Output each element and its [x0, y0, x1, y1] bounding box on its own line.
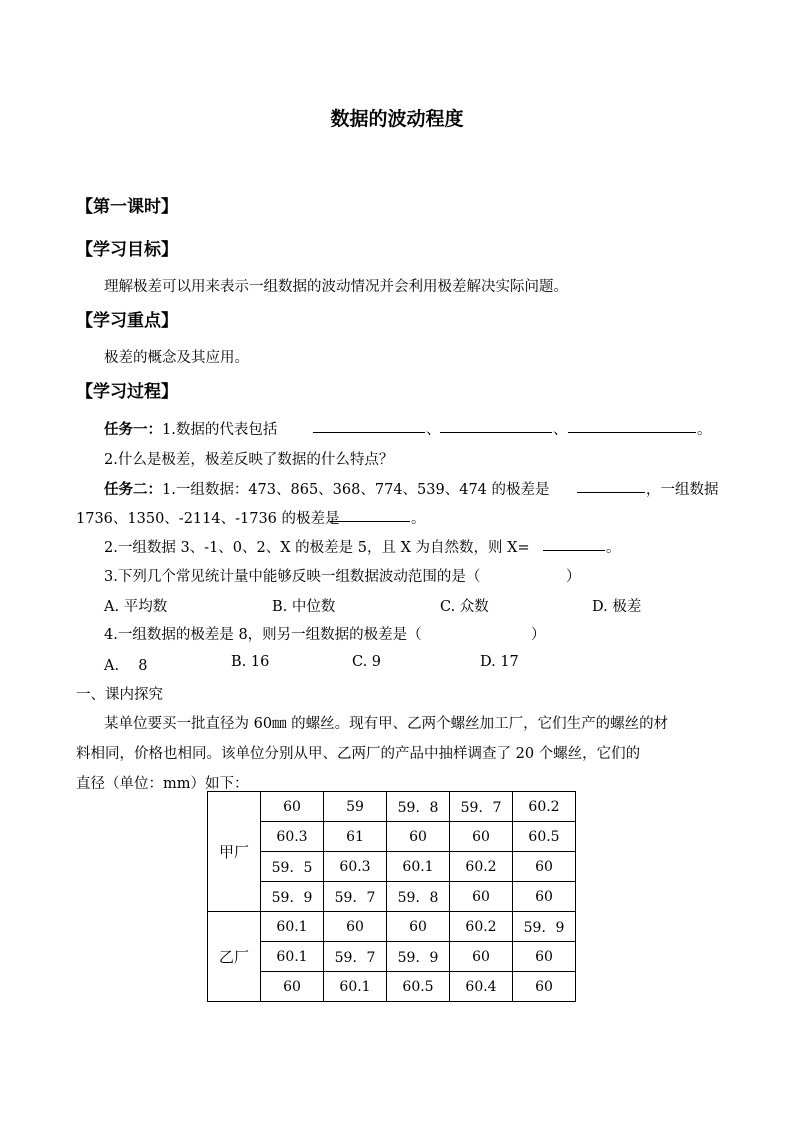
table-cell: 60: [387, 822, 450, 852]
paragraph-line: 料相同，价格也相同。该单位分别从甲、乙两厂的产品中抽样调查了 20 个螺丝，它们的: [76, 746, 641, 762]
answer-blank[interactable]: [313, 418, 425, 433]
task1-q1: [104, 418, 277, 439]
focus-heading: 【学习重点】: [76, 311, 178, 331]
table-cell: 60.3: [261, 822, 324, 852]
table-cell: 60.2: [450, 852, 513, 882]
table-cell: 60: [513, 972, 576, 1002]
table-cell: 60.4: [450, 972, 513, 1002]
task1-q1-text: 1.数据的代表包括: [162, 422, 278, 438]
table-cell: 59．7: [450, 792, 513, 822]
factory-label: 乙厂: [208, 912, 261, 1002]
task1-label: 任务一：: [104, 422, 162, 438]
table-cell: 59．9: [387, 942, 450, 972]
task2-q1: [104, 478, 550, 499]
task1-q2: 2.什么是极差，极差反映了数据的什么特点？: [104, 452, 394, 468]
table-cell: 60: [450, 882, 513, 912]
table-cell: 60.5: [387, 972, 450, 1002]
answer-blank[interactable]: [568, 418, 696, 433]
table-row: [208, 882, 576, 912]
factory-label: 甲厂: [208, 792, 261, 912]
separator: 、: [426, 422, 441, 438]
table-cell: 60.5: [513, 822, 576, 852]
paragraph-line: 直径（单位：mm）如下：: [76, 776, 249, 792]
table-cell: 59．7: [324, 942, 387, 972]
table-cell: 59．7: [324, 882, 387, 912]
diameter-table: [207, 791, 576, 1002]
option[interactable]: C. 9: [352, 654, 382, 670]
table-cell: 59．5: [261, 852, 324, 882]
table-cell: 60: [450, 942, 513, 972]
paren-close: ）: [531, 627, 546, 643]
answer-blank[interactable]: [543, 536, 605, 551]
table-cell: 61: [324, 822, 387, 852]
option[interactable]: C. 众数: [440, 599, 489, 615]
answer-blank[interactable]: [440, 418, 552, 433]
table-cell: 60.1: [261, 942, 324, 972]
option[interactable]: A. 8: [104, 658, 148, 674]
option[interactable]: A. 平均数: [104, 599, 168, 615]
focus-text: 极差的概念及其应用。: [104, 350, 249, 366]
table-cell: 60: [450, 822, 513, 852]
task2-q1-cont: ，一组数据: [646, 482, 719, 498]
separator: 、: [553, 422, 568, 438]
goal-heading: 【学习目标】: [76, 240, 178, 260]
table-cell: 60: [513, 882, 576, 912]
table-cell: 60: [261, 792, 324, 822]
period: 。: [411, 511, 426, 527]
table-cell: 60.1: [387, 852, 450, 882]
table-cell: 60: [513, 852, 576, 882]
table-cell: 60: [261, 972, 324, 1002]
option[interactable]: D. 17: [480, 654, 519, 670]
process-heading: 【学习过程】: [76, 382, 178, 402]
task2-q1-line2: 1736、1350、-2114、-1736 的极差是: [76, 511, 340, 527]
paren-close: ）: [566, 569, 581, 585]
task2-q1-text: 1.一组数据：473、865、368、774、539、474 的极差是: [162, 482, 550, 498]
table-cell: 60.2: [513, 792, 576, 822]
table-row: [208, 972, 576, 1002]
table-cell: 59．9: [513, 912, 576, 942]
page-title: 数据的波动程度: [330, 108, 464, 130]
table-row: [208, 852, 576, 882]
answer-blank[interactable]: [330, 507, 410, 522]
table-cell: 59: [324, 792, 387, 822]
table-cell: 60.1: [261, 912, 324, 942]
period: 。: [697, 422, 712, 438]
option[interactable]: D. 极差: [592, 599, 642, 615]
period: 。: [606, 540, 621, 556]
table-cell: 59．8: [387, 792, 450, 822]
table-cell: 60: [387, 912, 450, 942]
table-cell: 60.2: [450, 912, 513, 942]
table-cell: 60: [324, 912, 387, 942]
table-cell: 59．9: [261, 882, 324, 912]
table-cell: 60.1: [324, 972, 387, 1002]
table-row: [208, 792, 576, 822]
table-row: [208, 942, 576, 972]
table-cell: 59．8: [387, 882, 450, 912]
lesson-heading: 【第一课时】: [76, 197, 178, 217]
task2-q3: 3.下列几个常见统计量中能够反映一组数据波动范围的是（: [104, 569, 481, 585]
table-cell: 60.3: [324, 852, 387, 882]
answer-blank[interactable]: [577, 478, 645, 493]
option[interactable]: B. 16: [231, 654, 270, 670]
task2-q4: 4.一组数据的极差是 8，则另一组数据的极差是（: [104, 627, 422, 643]
option[interactable]: B. 中位数: [272, 599, 336, 615]
goal-text: 理解极差可以用来表示一组数据的波动情况并会利用极差解决实际问题。: [104, 279, 568, 295]
table-cell: 60: [513, 942, 576, 972]
paragraph-line: 某单位要买一批直径为 60㎜ 的螺丝。现有甲、乙两个螺丝加工厂，它们生产的螺丝的材: [104, 716, 669, 732]
section-heading: 一、课内探究: [76, 687, 163, 703]
task2-label: 任务二：: [104, 482, 162, 498]
task2-q2: 2.一组数据 3、-1、0、2、X 的极差是 5，且 X 为自然数，则 X=: [104, 540, 530, 556]
table-row: [208, 822, 576, 852]
table-row: [208, 912, 576, 942]
